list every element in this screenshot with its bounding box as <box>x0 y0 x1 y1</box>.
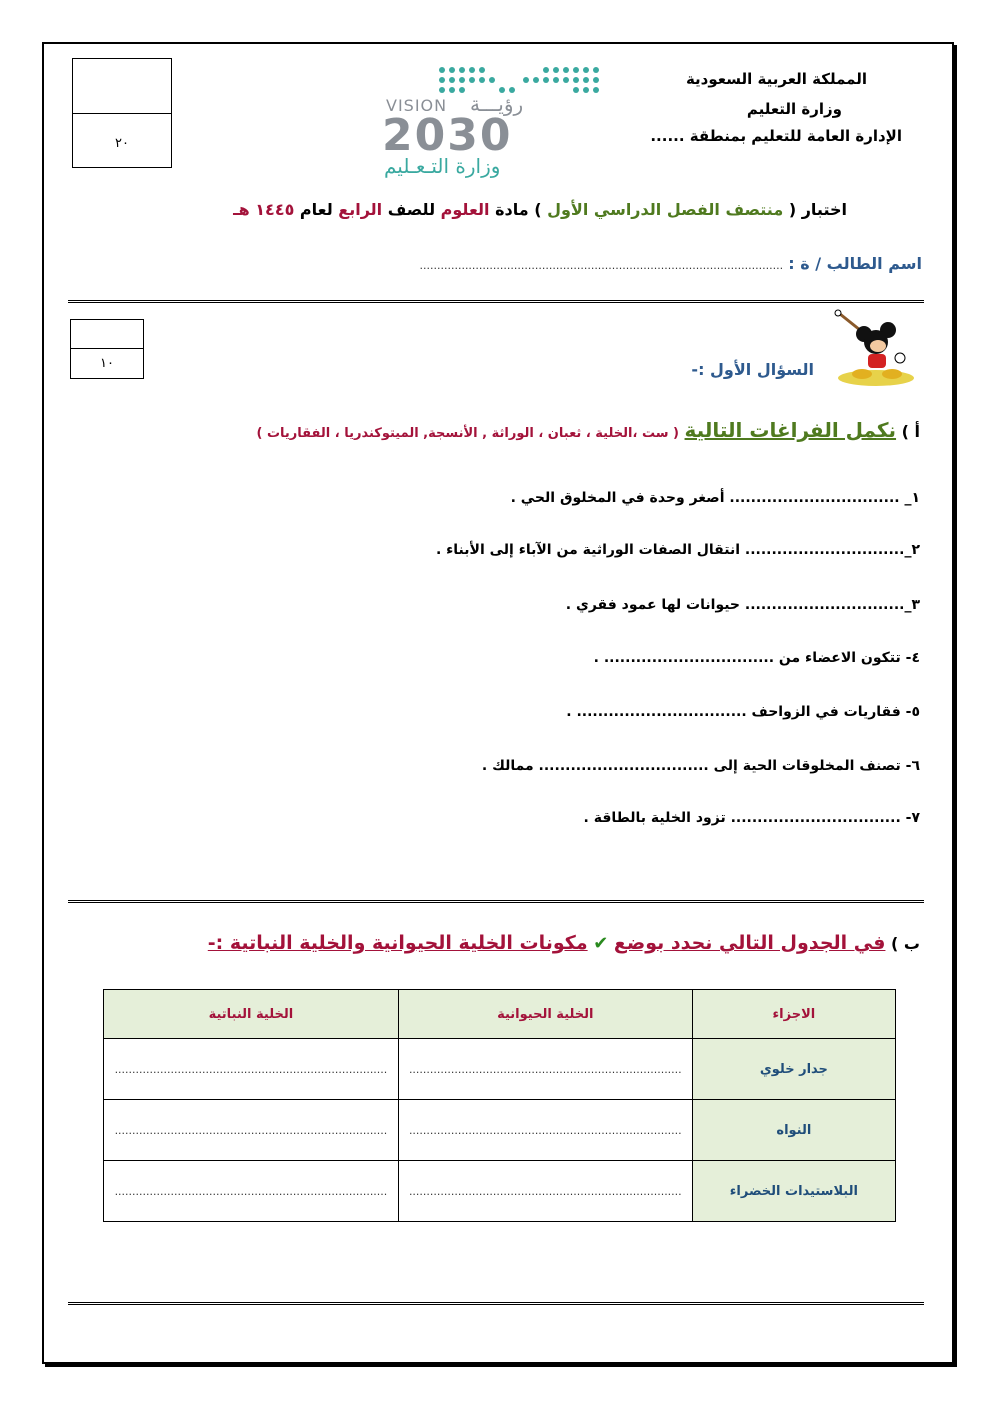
column-header-animal-cell: الخلية الحيوانية <box>398 990 692 1039</box>
part-a-title: نكمل الفراغات التالية <box>684 418 897 442</box>
exam-title-term: منتصف الفصل الدراسي الأول <box>547 200 784 219</box>
logo-ruya-text: رؤيـــة <box>470 92 524 116</box>
part-a-heading <box>257 418 920 442</box>
column-header-parts: الاجزاء <box>692 990 895 1039</box>
table-row <box>104 1161 896 1222</box>
exam-title-year-label: لعام <box>299 200 333 219</box>
logo-year-text: 2030 <box>382 110 513 161</box>
table-row <box>104 1100 896 1161</box>
table-header-row <box>104 990 896 1039</box>
section-divider-bottom <box>68 1302 924 1305</box>
exam-title <box>233 200 847 219</box>
exam-title-grade-label: للصف <box>387 200 436 219</box>
exam-title-part1: اختبار ( <box>788 200 847 219</box>
plant-cell-answer[interactable]: .............................................................................. <box>104 1161 399 1222</box>
section-divider-top <box>68 300 924 303</box>
exam-title-subject: العلوم <box>440 200 490 219</box>
part-b-title-1: في الجدول التالي نحدد بوضع <box>613 932 886 954</box>
part-a-item[interactable]: ٢_.............................. انتقال الصفات الوراثية من الآباء إلى الأبناء . <box>435 542 920 558</box>
part-a-word-bank: ( ست ،الخلية ، ثعبان ، الوراثة , الأنسجة, الميتوكندريا ، الفقاريات ) <box>256 426 679 441</box>
part-b-title-2: مكونات الخلية الحيوانية والخلية النباتية :- <box>207 932 588 954</box>
student-name-field[interactable]: ........................................................................................................ <box>419 259 784 272</box>
part-a-item[interactable]: ٦- تصنف المخلوقات الحية إلى ................................ ممالك . <box>481 758 920 774</box>
column-header-plant-cell: الخلية النباتية <box>104 990 399 1039</box>
animal-cell-answer[interactable]: .............................................................................. <box>398 1039 692 1100</box>
part-b-prefix: ب ) <box>891 934 920 953</box>
part-a-prefix: أ ) <box>901 422 920 441</box>
part-a-item[interactable]: ٥- فقاريات في الزواحف ................................ . <box>566 704 920 720</box>
header-ministry: وزارة التعليم <box>746 100 842 118</box>
section-divider-middle <box>68 900 924 903</box>
total-score-box <box>72 58 172 168</box>
q1-title: السؤال الأول :- <box>691 360 814 379</box>
total-score-value: ٢٠ <box>115 136 129 151</box>
exam-title-part3: ) مادة <box>495 200 542 219</box>
part-a-item[interactable]: ٣_.............................. حيوانات لها عمود فقري . <box>565 597 920 613</box>
exam-title-year: ١٤٤٥ هـ <box>233 200 295 219</box>
header-department: الإدارة العامة للتعليم بمنطقة ...... <box>650 127 902 145</box>
part-a-item[interactable]: ١_ ................................ أصغر وحدة في المخلوق الحي . <box>510 490 920 506</box>
q1-score-blank[interactable] <box>71 320 143 349</box>
row-part-label: النواه <box>692 1100 895 1161</box>
logo-vision-text: VISION <box>386 96 448 115</box>
checkmark-icon: ✔ <box>593 933 609 954</box>
part-b-heading <box>208 932 920 954</box>
student-name-label: اسم الطالب / ة : <box>788 254 922 273</box>
table-row <box>104 1039 896 1100</box>
header-country: المملكة العربية السعودية <box>685 70 867 88</box>
q1-score-box <box>70 319 144 379</box>
part-a-item[interactable]: ٧- ................................ تزود الخلية بالطاقة . <box>583 810 920 826</box>
animal-cell-answer[interactable]: .............................................................................. <box>398 1161 692 1222</box>
part-a-item[interactable]: ٤- تتكون الاعضاء من ................................ . <box>593 650 920 666</box>
mickey-clipart <box>830 308 922 388</box>
plant-cell-answer[interactable]: .............................................................................. <box>104 1100 399 1161</box>
vision-2030-logo <box>380 62 610 182</box>
plant-cell-answer[interactable]: .............................................................................. <box>104 1039 399 1100</box>
total-score-blank[interactable] <box>73 59 171 114</box>
exam-title-grade: الرابع <box>338 200 383 219</box>
row-part-label: جدار خلوي <box>692 1039 895 1100</box>
q1-score-value: ١٠ <box>100 356 114 371</box>
animal-cell-answer[interactable]: .............................................................................. <box>398 1100 692 1161</box>
student-name-row <box>419 254 922 273</box>
cell-parts-table <box>103 989 896 1222</box>
row-part-label: البلاستيدات الخضراء <box>692 1161 895 1222</box>
mickey-mouse-icon <box>830 308 922 388</box>
logo-ministry-text: وزارة التـعـليم <box>384 154 501 178</box>
